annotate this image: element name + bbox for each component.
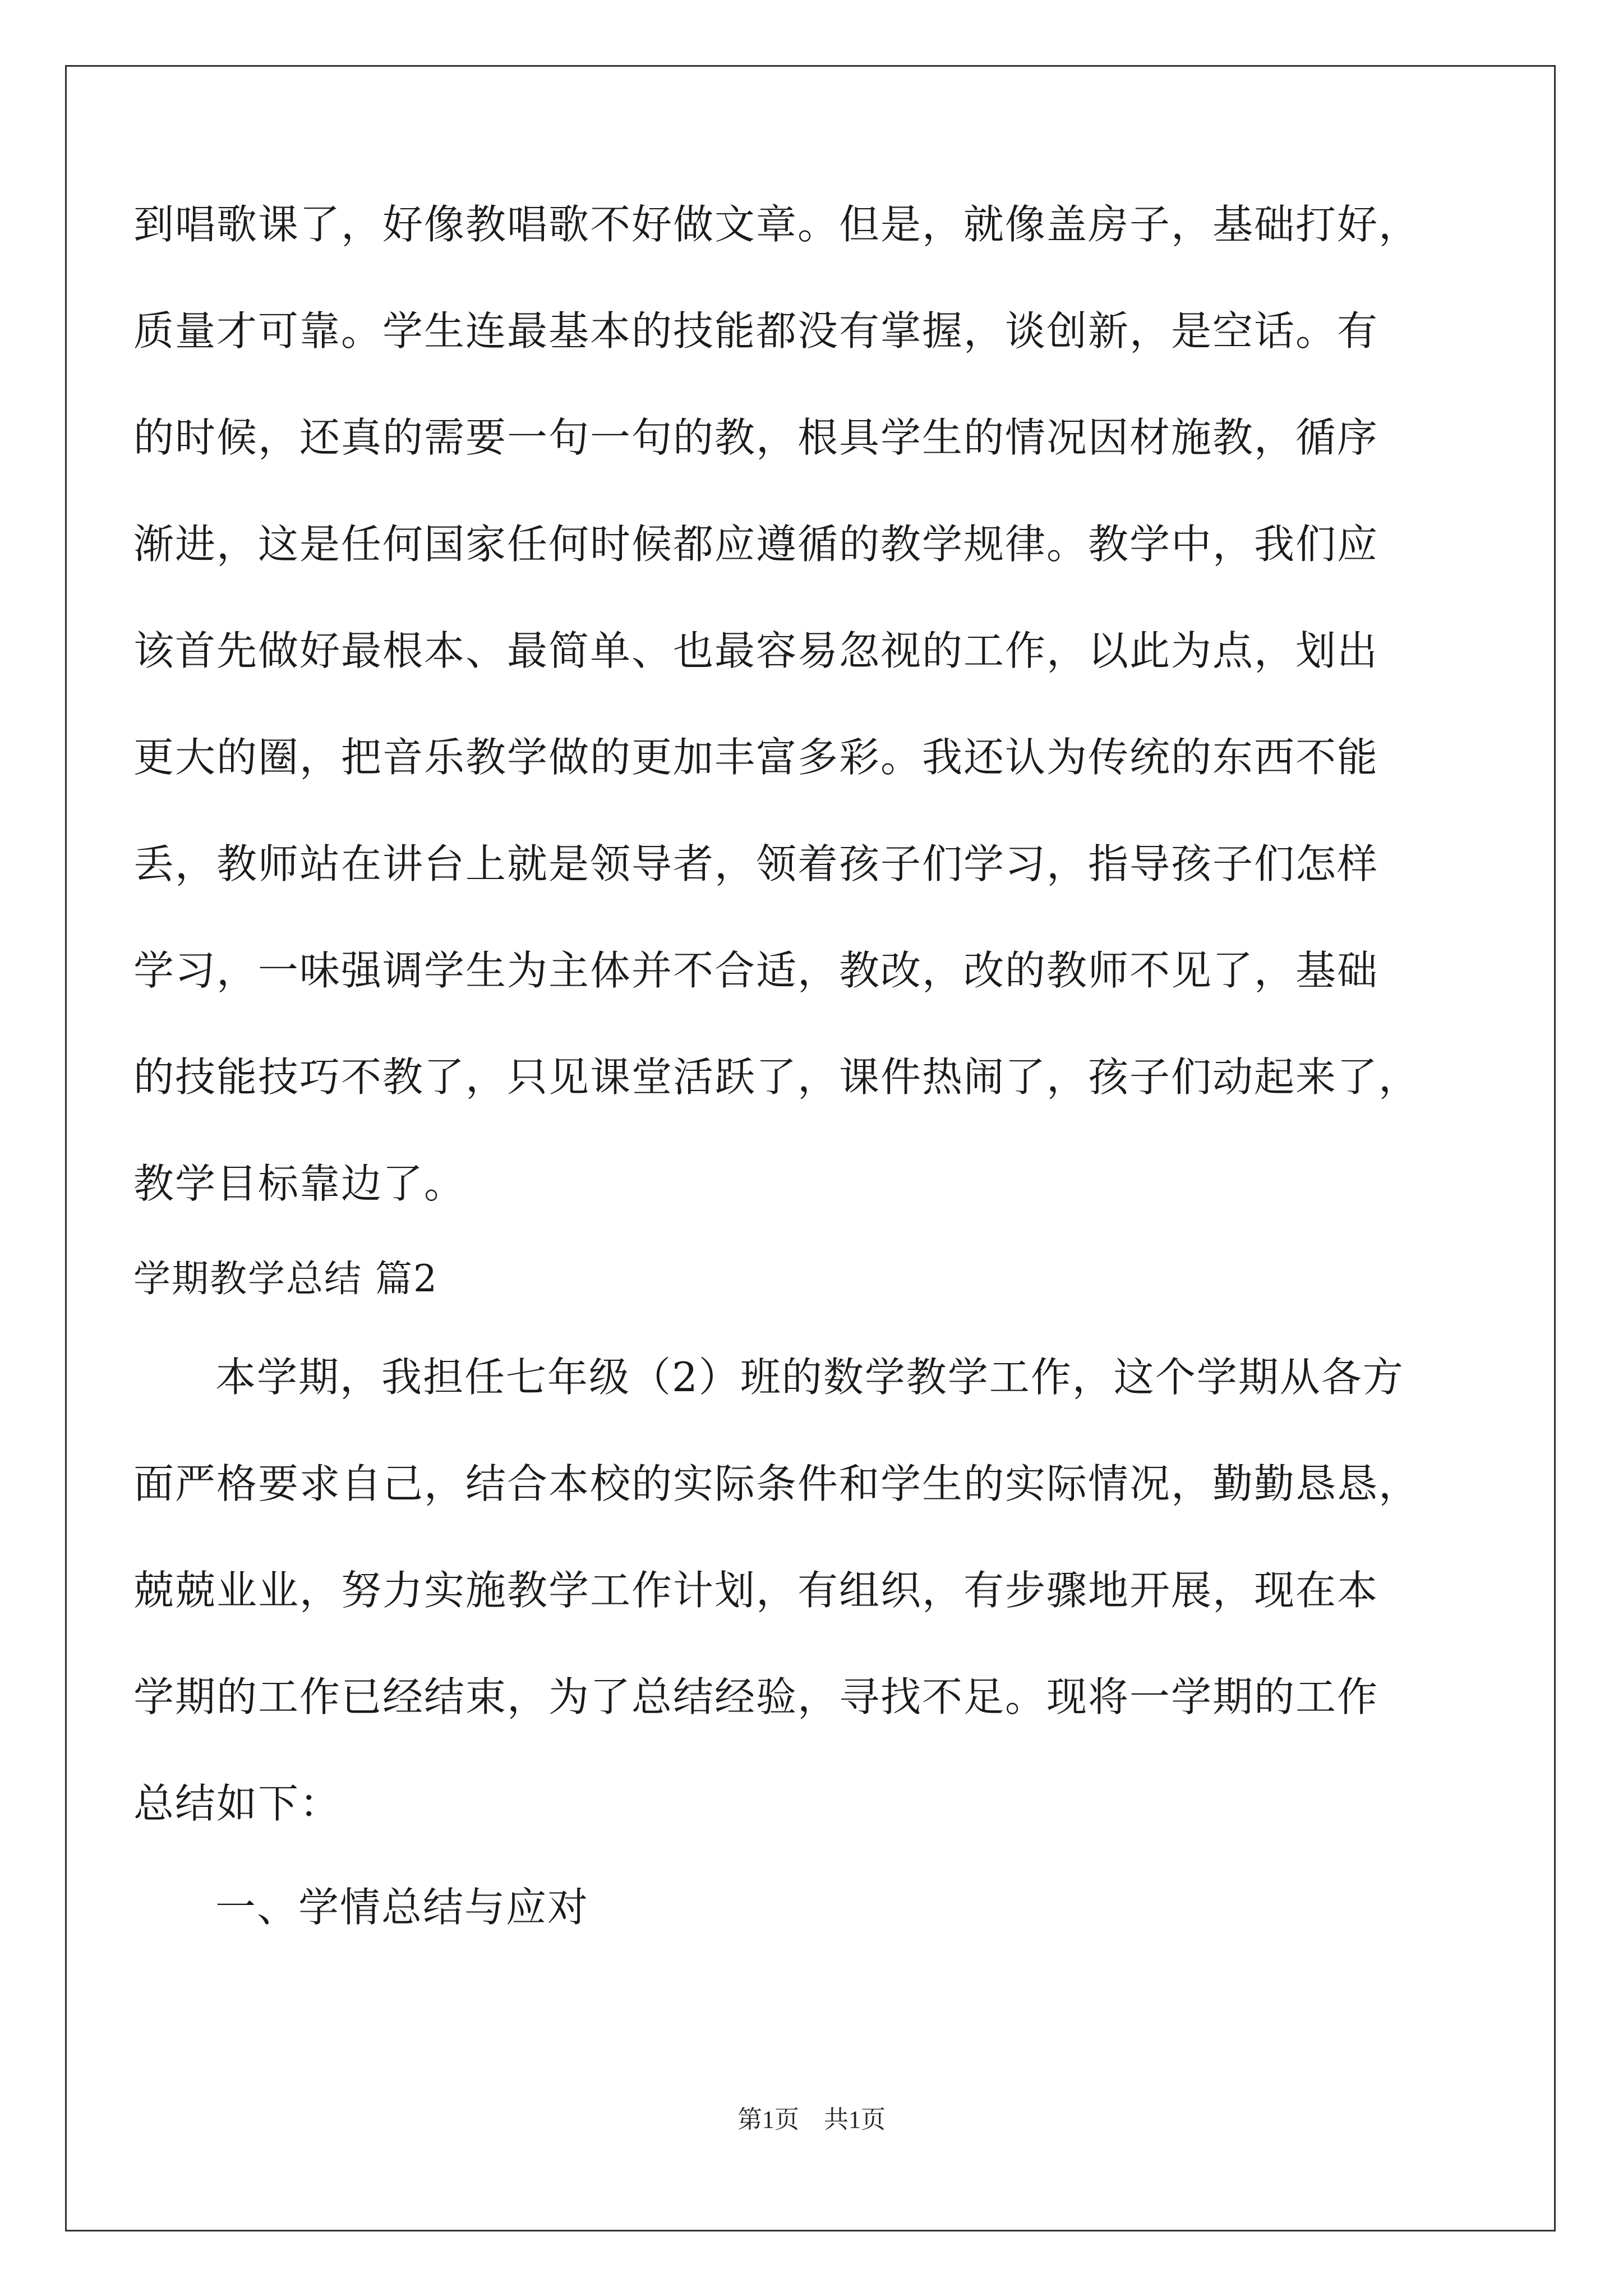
text-line: 该首先做好最根本、最简单、也最容易忽视的工作，以此为点，划出 bbox=[133, 627, 1379, 674]
subheading: 一、学情总结与应对 bbox=[215, 1884, 589, 1931]
section-heading: 学期教学总结 篇2 bbox=[133, 1257, 438, 1300]
text-line: 学习，一味强调学生为主体并不合适，教改，改的教师不见了，基础 bbox=[133, 947, 1379, 994]
text-line: 兢兢业业，努力实施教学工作计划，有组织，有步骤地开展，现在本 bbox=[133, 1567, 1379, 1614]
text-line: 本学期，我担任七年级（2）班的数学教学工作，这个学期从各方 bbox=[215, 1354, 1404, 1401]
text-line: 面严格要求自己，结合本校的实际条件和学生的实际情况，勤勤恳恳， bbox=[133, 1460, 1421, 1507]
text-line: 质量才可靠。学生连最基本的技能都没有掌握，谈创新，是空话。有 bbox=[133, 307, 1379, 355]
text-line: 总结如下： bbox=[133, 1780, 342, 1827]
text-line: 到唱歌课了，好像教唱歌不好做文章。但是，就像盖房子，基础打好， bbox=[133, 201, 1421, 248]
text-line: 教学目标靠边了。 bbox=[133, 1160, 466, 1207]
text-line: 的技能技巧不教了，只见课堂活跃了，课件热闹了，孩子们动起来了， bbox=[133, 1053, 1421, 1101]
page-footer: 第1页 共1页 bbox=[737, 2106, 886, 2133]
text-line: 丢，教师站在讲台上就是领导者，领着孩子们学习，指导孩子们怎样 bbox=[133, 840, 1379, 887]
text-line: 的时候，还真的需要一句一句的教，根具学生的情况因材施教，循序 bbox=[133, 414, 1379, 461]
text-line: 更大的圈，把音乐教学做的更加丰富多彩。我还认为传统的东西不能 bbox=[133, 734, 1379, 781]
text-line: 渐进，这是任何国家任何时候都应遵循的教学规律。教学中，我们应 bbox=[133, 521, 1379, 568]
text-line: 学期的工作已经结束，为了总结经验，寻找不足。现将一学期的工作 bbox=[133, 1673, 1379, 1720]
